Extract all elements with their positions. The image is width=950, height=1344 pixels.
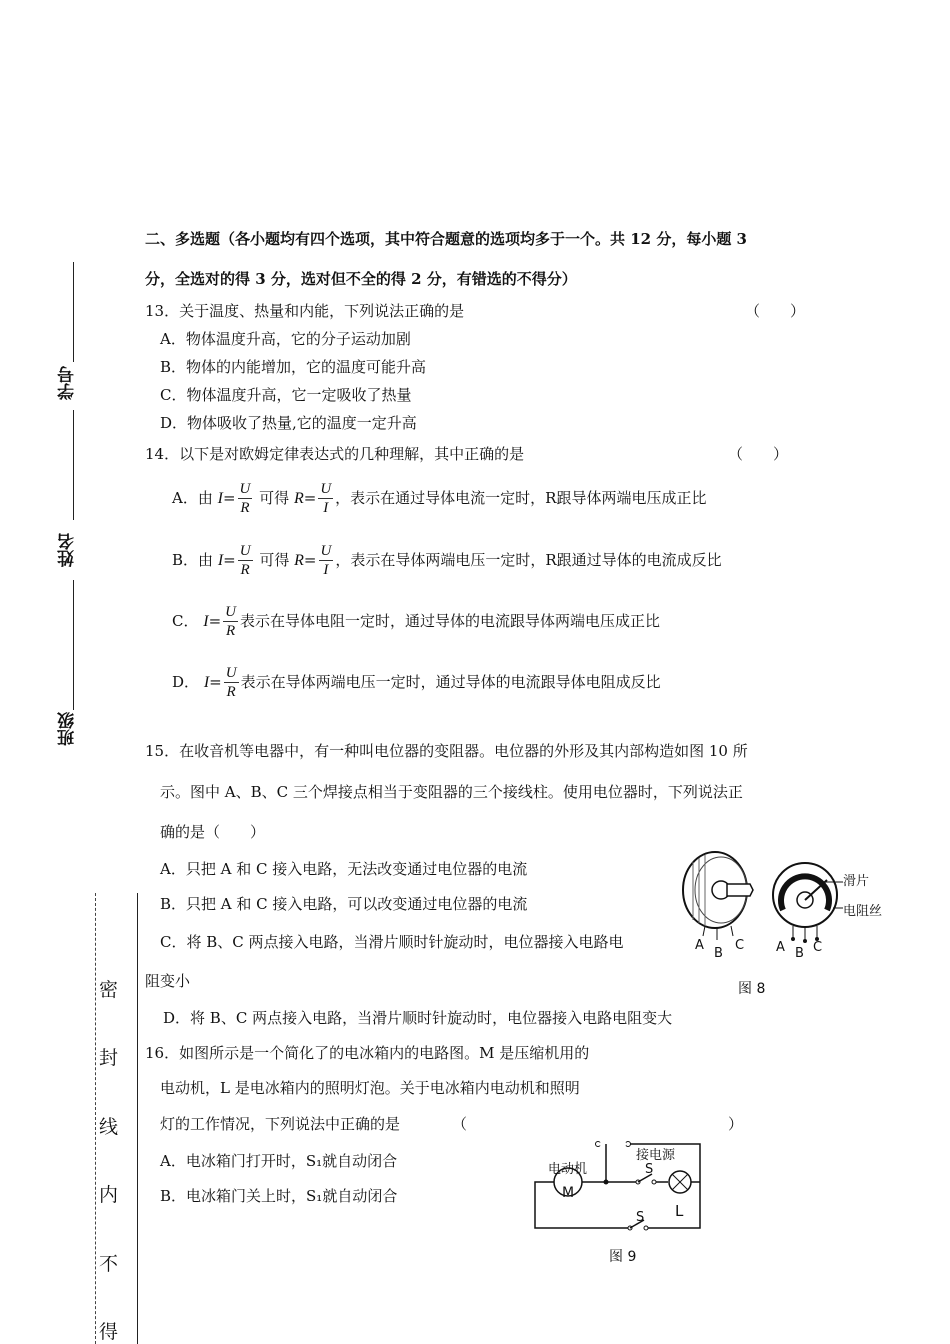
q14-option-d: D． I= $\frac{U}{R}$ 表示在导体两端电压一定时，通过导体的电流跟导体电阻成反比: [172, 665, 661, 700]
class-label: 班级: [58, 712, 78, 746]
q15-option-c-line2: 阻变小: [145, 972, 191, 990]
seal-char: 封: [99, 1047, 119, 1069]
q15-option-c-line1: C．将 B、C 两点接入电路，当滑片顺时针旋动时，电位器接入电路电: [160, 933, 624, 951]
q14-option-a: A．由 I= $\frac{U}{R}$ 可得 R= $\frac{U}{I}$ ，表示在通过导体电流一定时，R跟导体两端电压成正比: [172, 481, 707, 516]
q13-answer-bracket: （ ）: [745, 302, 806, 320]
pin-b-left: B: [714, 946, 723, 961]
seal-char: 得: [99, 1321, 119, 1343]
seal-char: 线: [99, 1116, 119, 1138]
student-id-line: [73, 262, 74, 362]
q13-option-d: D．物体吸收了热量,它的温度一定升高: [160, 414, 417, 432]
seal-char: 不: [99, 1253, 119, 1275]
q16-option-b: B．电冰箱门关上时，S₁就自动闭合: [160, 1187, 398, 1205]
fraction-u-over-r: $\frac{U}{R}$: [225, 665, 237, 700]
q15-stem-line2: 示。图中 A、B、C 三个焊接点相当于变阻器的三个接线柱。使用电位器时，下列说法正: [160, 783, 743, 801]
q16-stem-line3: 灯的工作情况，下列说法中正确的是: [160, 1115, 401, 1133]
fraction-u-over-r: $\frac{U}{R}$: [225, 604, 237, 639]
pin-a-right: A: [776, 940, 785, 955]
fraction-u-over-i: $\frac{U}{I}$: [320, 481, 332, 516]
q13-option-b: B．物体的内能增加，它的温度可能升高: [160, 358, 427, 376]
pin-b-right: B: [795, 946, 804, 961]
q13-stem: 13．关于温度、热量和内能，下列说法正确的是: [145, 302, 465, 320]
q13-option-c: C．物体温度升高，它一定吸收了热量: [160, 386, 412, 404]
q14-option-c: C． I= $\frac{U}{R}$ 表示在导体电阻一定时，通过导体的电流跟导体两端电压成正比: [172, 604, 661, 639]
switch-s1-label: S: [645, 1162, 654, 1177]
class-line: [73, 580, 74, 710]
seal-dashed-line: [95, 893, 96, 1344]
name-label: 姓名: [58, 533, 78, 567]
figure-8-caption: 图 8: [738, 981, 766, 997]
pin-c-right: C: [813, 940, 823, 955]
q16-bracket-close: ）: [728, 1115, 744, 1133]
fridge-circuit-figure: [528, 1136, 708, 1236]
q13-option-a: A．物体温度升高，它的分子运动加剧: [160, 330, 411, 348]
lamp-l-label: L: [675, 1202, 684, 1220]
section-heading-line2: 分，全选对的得 3 分，选对但不全的得 2 分，有错选的不得分）: [145, 270, 577, 288]
fraction-u-over-i: $\frac{U}{I}$: [320, 543, 332, 578]
switch-s2-label: S: [636, 1210, 645, 1225]
pin-a-left: A: [695, 938, 704, 953]
student-id-label: 学号: [58, 366, 78, 400]
q15-stem-line3: 确的是（ ）: [160, 823, 266, 841]
fraction-u-over-r: $\frac{U}{R}$: [239, 543, 251, 578]
name-line-top: [73, 410, 74, 520]
q16-bracket-open: （: [452, 1115, 468, 1133]
seal-solid-line: [137, 893, 138, 1344]
figure-9-caption: 图 9: [609, 1249, 637, 1265]
q14-answer-bracket: （ ）: [728, 445, 789, 463]
potentiometer-exterior-icon: [683, 852, 753, 940]
motor-label: 电动机: [548, 1162, 588, 1177]
seal-char: 密: [99, 979, 119, 1001]
seal-char: 内: [99, 1184, 119, 1206]
potentiometer-interior-icon: [773, 863, 843, 943]
lamp-symbol: [669, 1171, 691, 1193]
q15-option-b: B．只把 A 和 C 接入电路，可以改变通过电位器的电流: [160, 895, 528, 913]
q15-option-d: D．将 B、C 两点接入电路，当滑片顺时针旋动时，电位器接入电路电阻变大: [163, 1009, 673, 1027]
q15-option-a: A．只把 A 和 C 接入电路，无法改变通过电位器的电流: [160, 860, 528, 878]
slider-label: 滑片: [843, 874, 870, 889]
resistance-wire-label: 电阻丝: [843, 904, 883, 919]
q16-stem-line2: 电动机，L 是电冰箱内的照明灯泡。关于电冰箱内电动机和照明: [160, 1079, 580, 1097]
q14-option-b: B．由 I= $\frac{U}{R}$ 可得 R= $\frac{U}{I}$ ，表示在导体两端电压一定时，R跟通过导体的电流成反比: [172, 543, 722, 578]
q15-stem-line1: 15．在收音机等电器中，有一种叫电位器的变阻器。电位器的外形及其内部构造如图 10 所: [145, 742, 748, 760]
fraction-u-over-r: $\frac{U}{R}$: [239, 481, 251, 516]
q16-option-a: A．电冰箱门打开时，S₁就自动闭合: [160, 1152, 398, 1170]
q16-stem-line1: 16．如图所示是一个简化了的电冰箱内的电路图。M 是压缩机用的: [145, 1044, 590, 1062]
pin-c-left: C: [735, 938, 745, 953]
power-label: 接电源: [636, 1148, 676, 1163]
q14-stem: 14．以下是对欧姆定律表达式的几种理解，其中正确的是: [145, 445, 525, 463]
section-heading-line1: 二、多选题（各小题均有四个选项，其中符合题意的选项均多于一个。共 12 分，每小题 3: [145, 230, 747, 248]
motor-m-label: M: [562, 1185, 575, 1201]
